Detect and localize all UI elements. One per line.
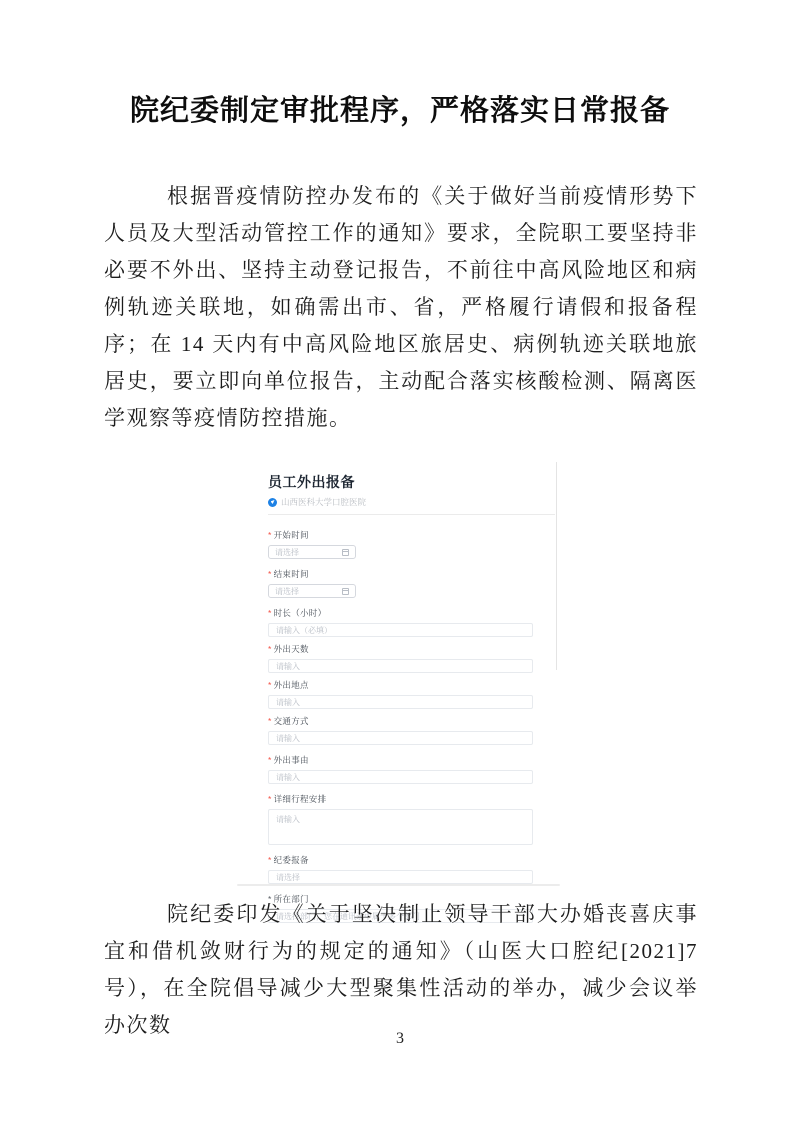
field-label (268, 529, 557, 541)
end-time-input[interactable] (275, 587, 342, 596)
field-duration-hours (268, 607, 557, 637)
panel-edge-line (556, 462, 557, 670)
required-asterisk: * (268, 530, 272, 540)
field-label (268, 715, 557, 727)
field-label-text: 纪委报备 (273, 855, 309, 865)
field-transport-mode (268, 715, 557, 745)
form-header-divider (268, 514, 555, 515)
start-time-picker[interactable] (268, 545, 356, 559)
required-asterisk: * (268, 755, 272, 765)
reason-input[interactable] (268, 770, 533, 784)
required-asterisk: * (268, 855, 272, 865)
paragraph-epidemic-policy: 根据晋疫情防控办发布的《关于做好当前疫情形势下人员及大型活动管控工作的通知》要求，全院职工要坚持非必要不外出、坚持主动登记报告，不前往中高风险地区和病例轨迹关联地，如确需出市、省，严格履行请假和报备程序；在 14 天内有中高风险地区旅居史、病例轨迹关联地旅居史，要立即向单位报告，主动配合落实核酸检测、隔离医学观察等疫情防控措施。 (104, 184, 698, 430)
screenshot-bottom-border (237, 884, 560, 886)
field-label (268, 568, 557, 580)
field-label-text: 外出事由 (273, 755, 309, 765)
field-end-time (268, 568, 557, 598)
duration-hours-input[interactable] (268, 623, 533, 637)
field-label-text: 外出天数 (273, 644, 309, 654)
destination-input[interactable] (268, 695, 533, 709)
field-days-out (268, 643, 557, 673)
required-asterisk: * (268, 644, 272, 654)
field-label-text: 外出地点 (273, 680, 309, 690)
field-label-text: 时长（小时） (273, 608, 327, 618)
field-destination (268, 679, 557, 709)
required-asterisk: * (268, 569, 272, 579)
required-asterisk: * (268, 716, 272, 726)
organization-name: 山西医科大学口腔医院 (281, 497, 367, 507)
field-jiwei-report (268, 854, 557, 884)
required-asterisk: * (268, 680, 272, 690)
form-org-row (268, 496, 557, 508)
required-asterisk: * (268, 794, 272, 804)
end-time-picker[interactable] (268, 584, 356, 598)
field-start-time (268, 529, 557, 559)
field-label-text: 开始时间 (273, 530, 309, 540)
jiwei-report-select[interactable] (268, 870, 533, 884)
itinerary-textarea[interactable] (268, 809, 533, 845)
days-out-input[interactable] (268, 659, 533, 673)
required-asterisk: * (268, 894, 272, 904)
organization-icon (268, 498, 277, 507)
document-title: 院纪委制定审批程序，严格落实日常报备 (129, 95, 670, 127)
field-label (268, 679, 557, 691)
field-label (268, 754, 557, 766)
start-time-input[interactable] (275, 548, 342, 557)
field-label (268, 793, 557, 805)
field-label (268, 854, 557, 866)
calendar-icon (342, 549, 349, 556)
paragraph-jiwei-notice: 院纪委印发《关于坚决制止领导干部大办婚丧喜庆事宜和借机敛财行为的规定的通知》（山医大口腔纪[2021]7 号），在全院倡导减少大型聚集性活动的举办，减少会议举办次数 (104, 902, 698, 1037)
form-title: 员工外出报备 (268, 474, 355, 490)
field-reason (268, 754, 557, 784)
calendar-icon (342, 588, 349, 595)
field-label-text: 详细行程安排 (273, 794, 327, 804)
page-number: 3 (396, 1030, 404, 1047)
outing-report-form-screenshot (255, 458, 557, 904)
required-asterisk: * (268, 608, 272, 618)
field-label-text: 交通方式 (273, 716, 309, 726)
transport-mode-input[interactable] (268, 731, 533, 745)
field-label-text: 结束时间 (273, 569, 309, 579)
field-label-text: 所在部门 (273, 894, 309, 904)
field-itinerary (268, 793, 557, 845)
field-label (268, 607, 557, 619)
field-label (268, 643, 557, 655)
